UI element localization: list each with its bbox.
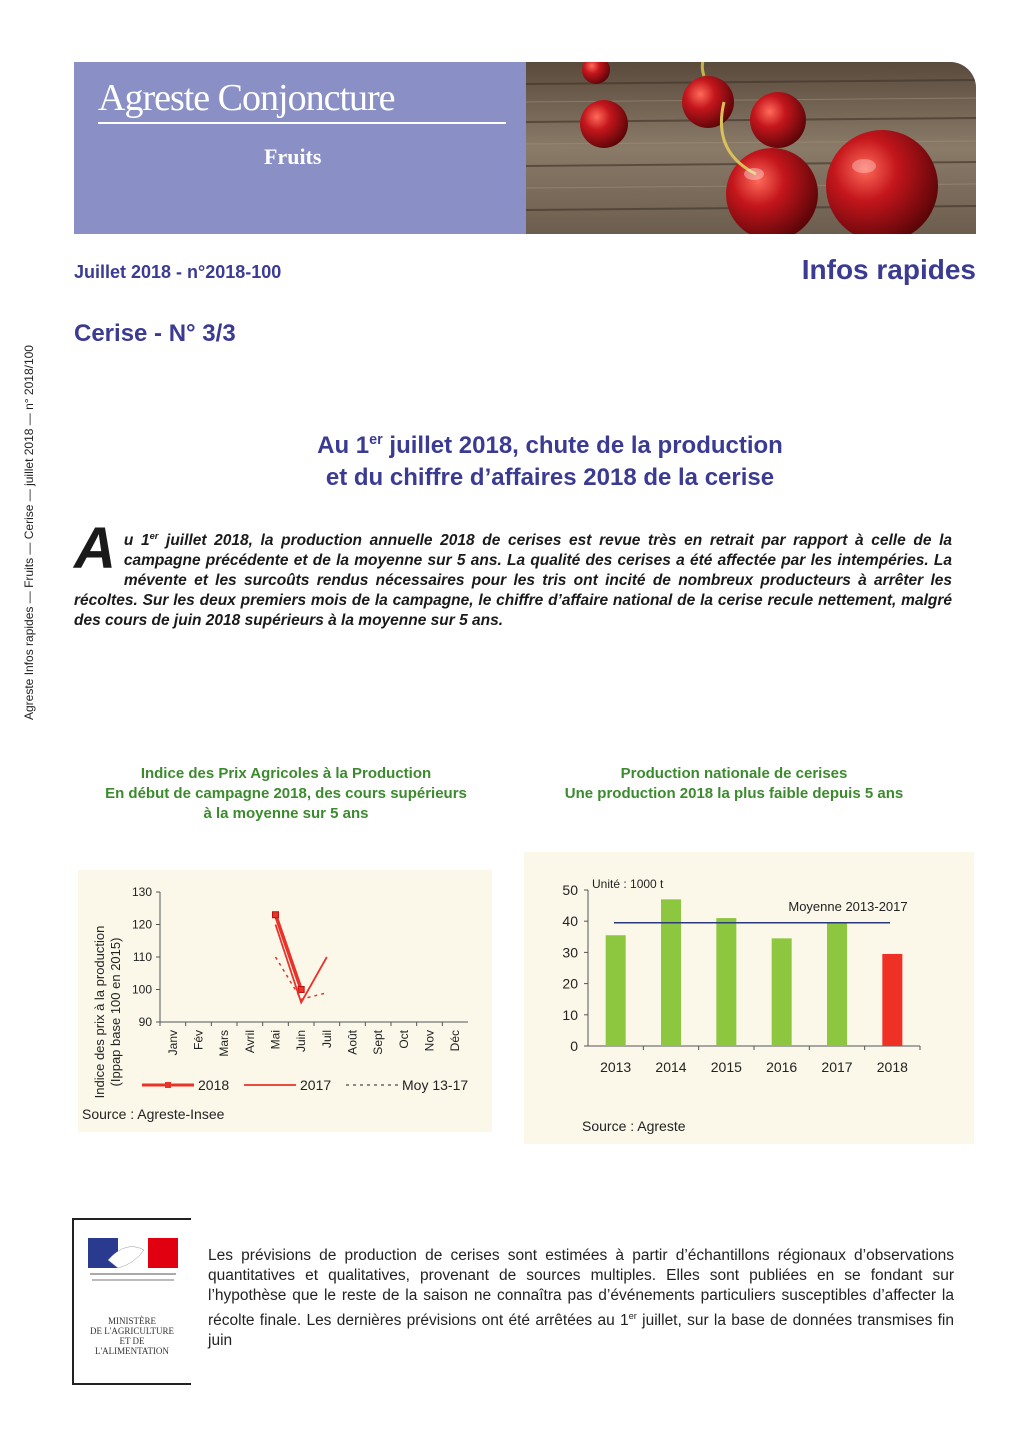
price-x-tick-label: Juil — [319, 1030, 334, 1049]
price-point-2018 — [273, 912, 279, 918]
issue-number: Juillet 2018 - n°2018-100 — [74, 262, 282, 282]
logo-line-4: L'ALIMENTATION — [95, 1346, 169, 1356]
logo-line-1: MINISTÈRE — [108, 1316, 156, 1326]
headline — [120, 424, 980, 494]
production-bar-2017 — [827, 923, 847, 1046]
legend-marker — [165, 1082, 171, 1088]
production-unit-label: Unité : 1000 t — [592, 877, 664, 891]
production-y-tick-label: 20 — [562, 975, 578, 992]
production-chart-heading — [520, 764, 948, 804]
production-y-tick-label: 50 — [562, 882, 578, 898]
brand-underline — [98, 122, 506, 124]
cherries-photo — [526, 62, 976, 234]
production-x-tick-label: 2016 — [766, 1059, 798, 1075]
price-x-tick-label: Oct — [396, 1030, 411, 1049]
ministry-logo — [72, 1218, 191, 1385]
price-x-tick-label: Déc — [448, 1030, 463, 1052]
rubric-title: Infos rapides — [801, 254, 976, 285]
drop-cap: A — [74, 516, 116, 581]
production-bar-2015 — [716, 918, 736, 1046]
legend-label: 2017 — [300, 1077, 332, 1093]
logo-line-2: DE L'AGRICULTURE — [89, 1326, 175, 1336]
production-x-tick-label: 2018 — [876, 1059, 908, 1075]
headline-line-2: et du chiffre d’affaires 2018 de la cerise — [325, 464, 775, 491]
price-x-tick-label: Sept — [371, 1030, 386, 1055]
sidebar-reference: Agreste Infos rapides — Fruits — Cerise — juillet 2018 — n° 2018/100 — [22, 345, 36, 720]
price-y-tick-label: 130 — [131, 885, 152, 899]
price-y-label-1: Indice des prix à la production — [92, 925, 107, 1099]
production-x-tick-label: 2014 — [655, 1059, 687, 1075]
price-y-tick-label: 90 — [138, 1015, 152, 1029]
production-y-tick-label: 40 — [562, 913, 578, 930]
price-x-tick-label: Fév — [191, 1030, 206, 1051]
price-chart-subtitle-1: En début de campagne 2018, des cours supérieurs — [105, 785, 467, 802]
production-bar-chart — [524, 852, 974, 1144]
production-chart-title: Production nationale de cerises — [620, 765, 848, 782]
price-y-tick-label: 110 — [132, 950, 152, 964]
banner-subtitle: Fruits — [264, 144, 322, 169]
price-y-label-2: (Ippap base 100 en 2015) — [108, 937, 123, 1087]
price-x-tick-label: Avril — [242, 1030, 257, 1054]
price-chart-subtitle-2: à la moyenne sur 5 ans — [203, 805, 369, 822]
price-point-2018 — [298, 987, 304, 993]
price-chart-panel — [78, 870, 492, 1132]
production-chart-panel — [524, 852, 974, 1144]
price-series-2018 — [276, 915, 302, 990]
headline-line-1: Au 1er juillet 2018, chute de la production — [317, 432, 783, 459]
legend-label: Moy 13-17 — [402, 1077, 469, 1093]
price-x-tick-label: Nov — [422, 1030, 437, 1052]
methodology-note: Les prévisions de production de cerises sont estimées à partir d’échantillons régionaux d’observations quantitatives et qualitatives, provenant de sources multiples. Elles sont publiées en se fondant sur l’hypothèse que le reste de la saison ne connaîtra pas d’événements particuliers susceptibles d’affecter la récolte finale. Les dernières prévisions ont été arrêtées au 1er juillet, sur la base de données transmises fin juin — [208, 1247, 954, 1350]
production-bar-2014 — [661, 899, 681, 1046]
price-x-tick-label: Août — [345, 1030, 360, 1055]
price-x-tick-label: Mai — [268, 1030, 283, 1050]
legend-label: 2018 — [198, 1077, 230, 1093]
logo-line-3: ET DE — [119, 1336, 145, 1346]
header-banner — [74, 62, 976, 234]
average-reference-label: Moyenne 2013-2017 — [788, 898, 908, 914]
production-x-tick-label: 2015 — [710, 1059, 742, 1075]
price-chart-title: Indice des Prix Agricoles à la Production — [140, 765, 432, 782]
production-y-tick-label: 10 — [562, 1006, 578, 1023]
production-chart-source: Source : Agreste — [582, 1118, 686, 1134]
republic-emblem-icon — [74, 1220, 189, 1380]
price-x-tick-label: Juin — [294, 1030, 309, 1053]
production-chart-subtitle: Une production 2018 la plus faible depuis 5 ans — [564, 785, 904, 802]
production-y-tick-label: 30 — [562, 944, 578, 961]
price-index-chart — [78, 870, 492, 1132]
production-bar-2013 — [606, 935, 626, 1046]
production-y-tick-label: 0 — [570, 1038, 578, 1054]
production-x-tick-label: 2017 — [821, 1059, 853, 1075]
series-title: Cerise - N° 3/3 — [74, 320, 236, 347]
price-y-tick-label: 120 — [131, 917, 152, 932]
price-x-tick-label: Mars — [217, 1030, 232, 1057]
price-chart-source: Source : Agreste-Insee — [82, 1106, 225, 1122]
production-bar-2016 — [772, 938, 792, 1046]
lead-paragraph: Au 1er juillet 2018, la production annuelle 2018 de cerises est revue très en retrait par rapport à celle de la campagne précédente et de la moyenne sur 5 ans. La qualité des cerises a été affectée par les intempéries. La mévente et les surcoûts rendus nécessaires pour les tris ont incité de nombreux producteurs à arrêter les récoltes. Sur les deux premiers mois de la campagne, le chiffre d’affaire national de la cerise recule nettement, malgré des cours de juin 2018 supérieurs à la moyenne sur 5 ans. — [74, 516, 952, 630]
brand-logo-text: Agreste Conjoncture — [98, 77, 395, 119]
price-y-tick-label: 100 — [131, 982, 152, 997]
price-chart-heading — [74, 764, 498, 824]
price-x-tick-label: Janv — [165, 1030, 180, 1056]
production-x-tick-label: 2013 — [600, 1059, 632, 1075]
production-bar-2018 — [882, 954, 902, 1046]
